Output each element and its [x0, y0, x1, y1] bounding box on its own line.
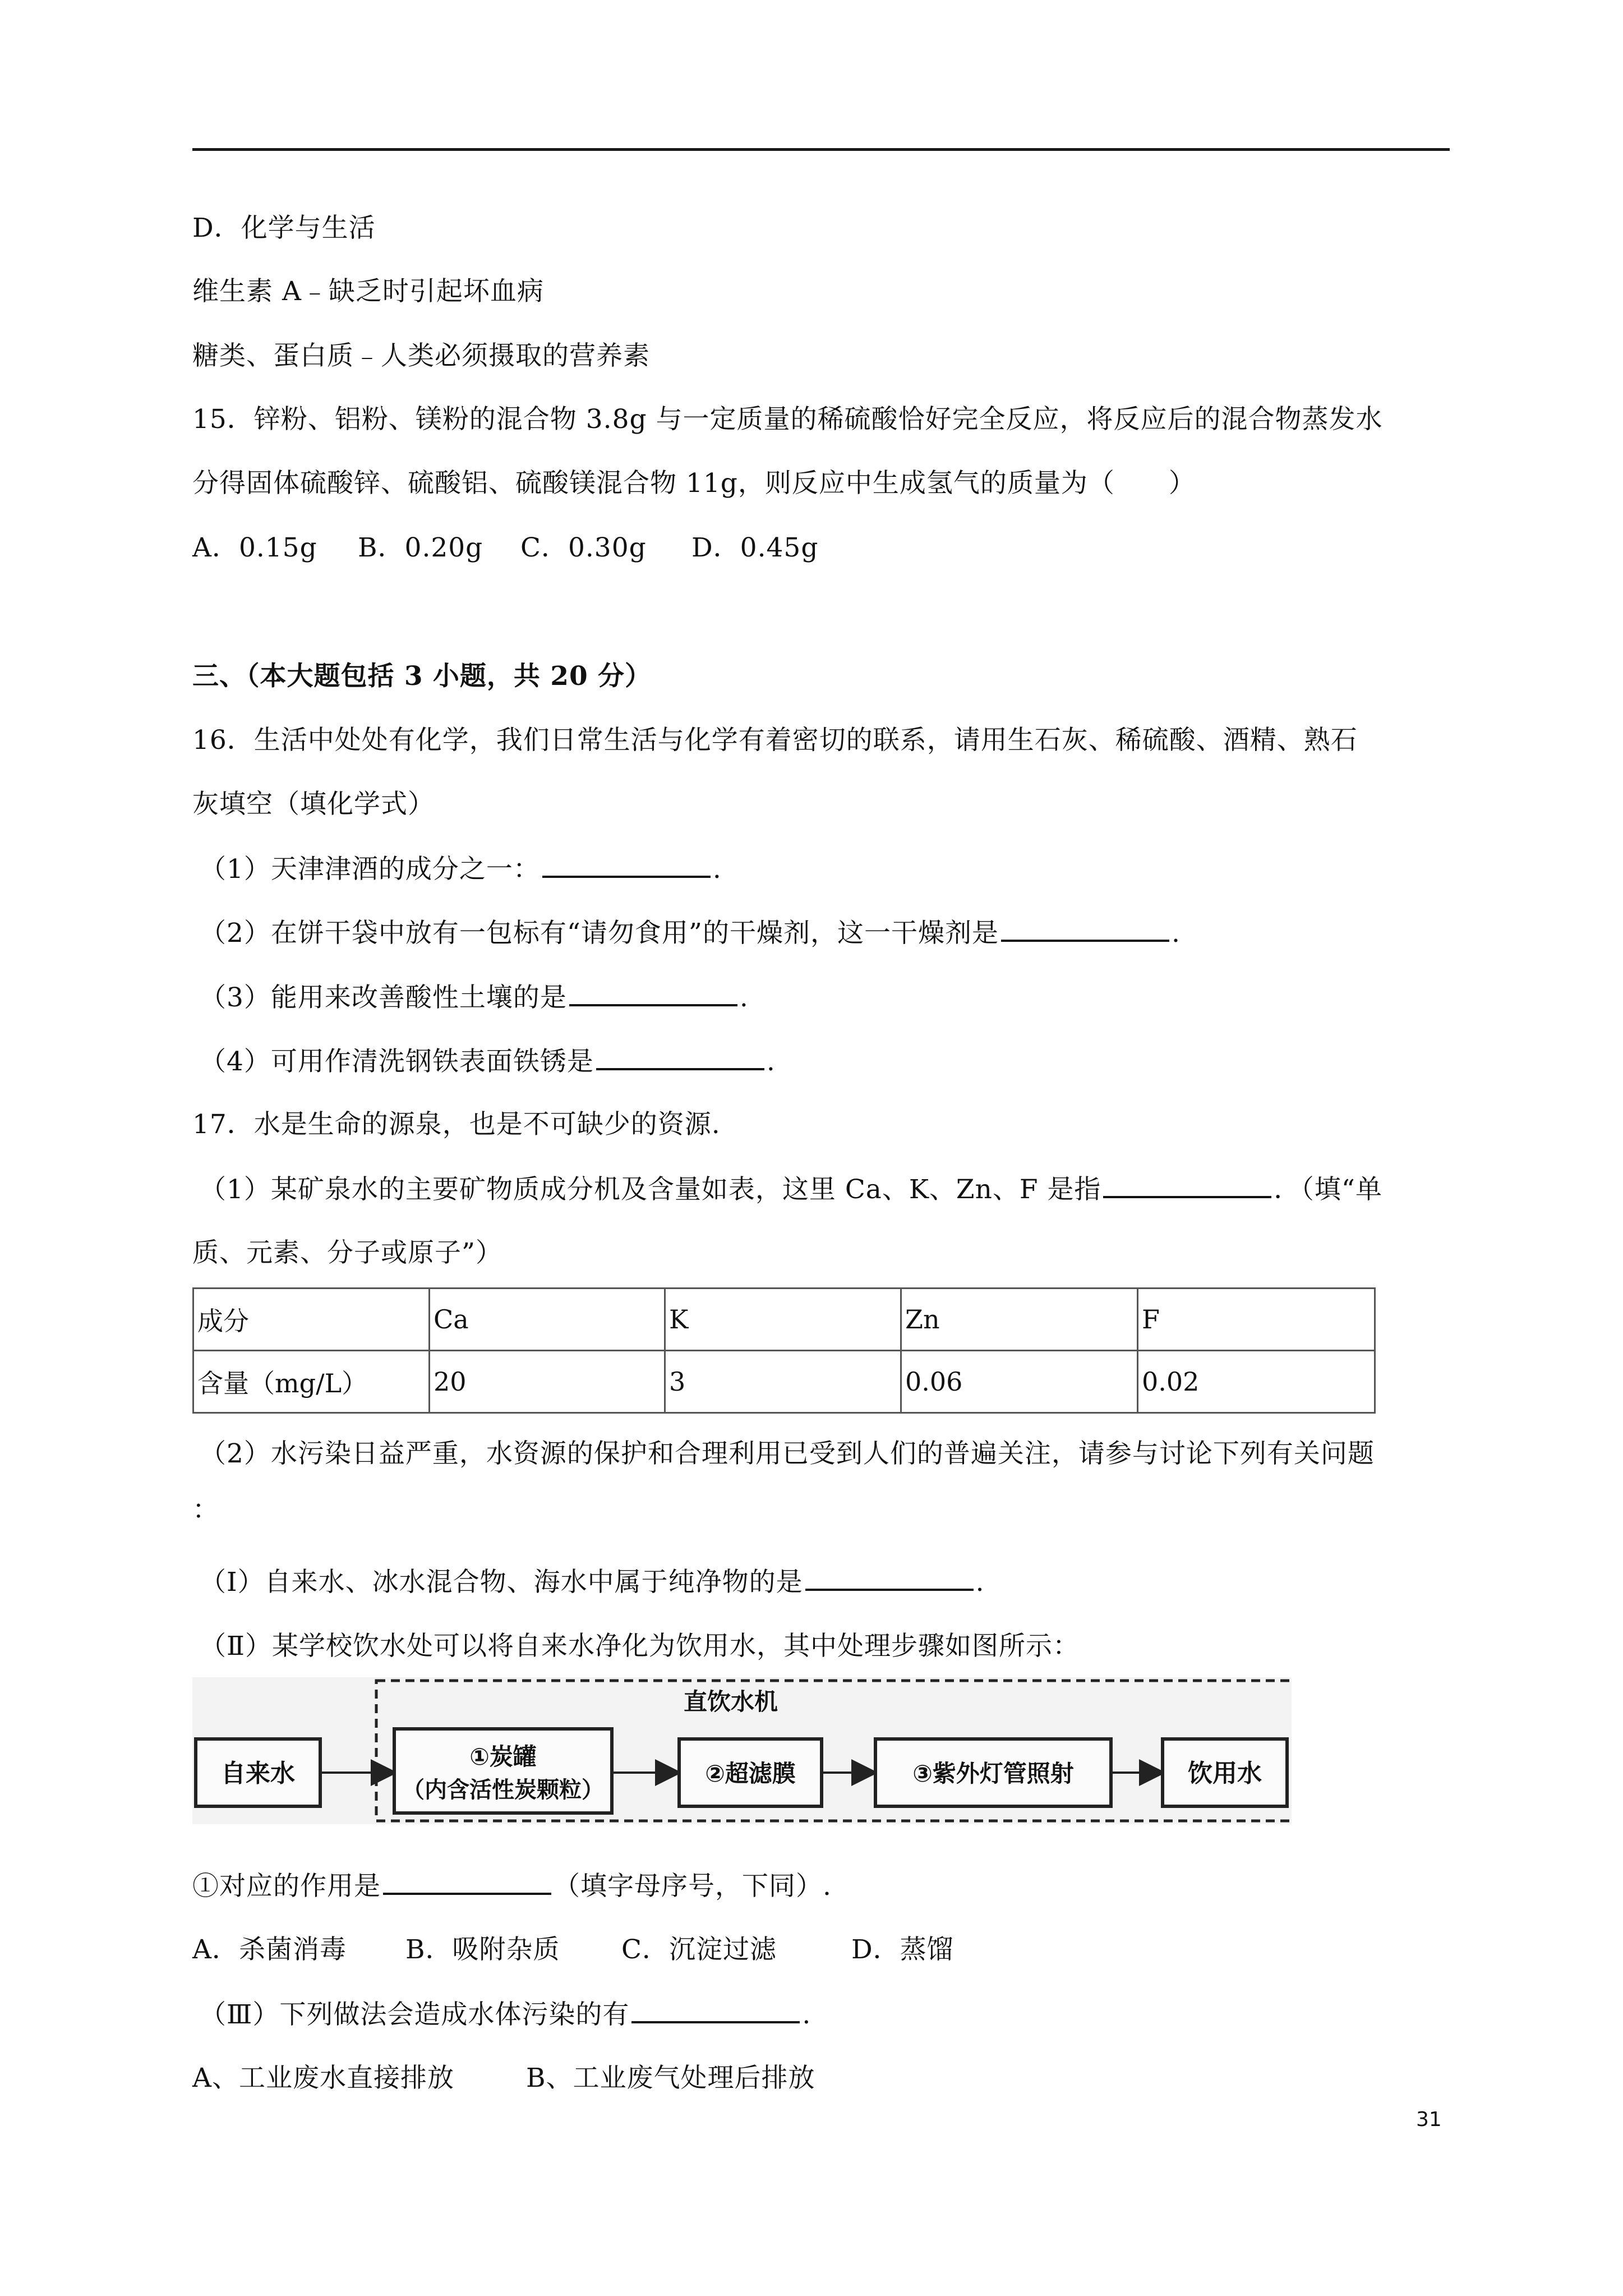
vitamin-line: 维生素 A﹣缺乏时引起坏血病 — [192, 276, 544, 307]
pollution-option-a[interactable]: A、工业废水直接排放 — [192, 2063, 454, 2093]
q15-options — [192, 530, 818, 566]
q16-sub1: （1）天津津酒的成分之一： . — [200, 851, 722, 887]
q17-part2: （Ⅱ）某学校饮水处可以将自来水净化为饮用水，其中处理步骤如图所示： — [200, 1631, 1080, 1662]
page-number: 31 — [1416, 2108, 1442, 2131]
q16-stem-line2: 灰填空（填化学式） — [192, 789, 435, 820]
table-row — [193, 1289, 1375, 1351]
q17-role-blank[interactable] — [383, 1868, 551, 1895]
role-option-a[interactable]: A．杀菌消毒 — [192, 1934, 347, 1965]
table-row — [193, 1351, 1375, 1413]
mineral-table — [192, 1287, 1376, 1414]
q17-stem: 17．水是生命的源泉，也是不可缺少的资源. — [192, 1109, 721, 1140]
table-cell: 20 — [430, 1351, 665, 1413]
step3-label: ③紫外灯管照射 — [912, 1760, 1074, 1787]
header-rule — [192, 148, 1450, 151]
q17-pollution-options — [192, 2060, 815, 2096]
machine-title: 直饮水机 — [683, 1688, 778, 1715]
output-label: 饮用水 — [1188, 1759, 1262, 1788]
pollution-option-b[interactable]: B、工业废气处理后排放 — [526, 2063, 815, 2093]
q17-sub2-line2: ： — [192, 1494, 219, 1525]
table-cell: 0.06 — [901, 1351, 1138, 1413]
table-cell: K — [665, 1289, 901, 1351]
table-cell: 3 — [665, 1351, 901, 1413]
role-option-c[interactable]: C．沉淀过滤 — [621, 1934, 777, 1965]
step2-label: ②超滤膜 — [705, 1760, 796, 1787]
q17-sub1-line2: 质、元素、分子或原子”） — [192, 1237, 503, 1268]
q15-option-b[interactable]: B．0.20g — [358, 532, 483, 563]
q16-sub4-text: （4）可用作清洗钢铁表面铁锈是 — [200, 1046, 594, 1077]
q16-sub4: （4）可用作清洗钢铁表面铁锈是 . — [200, 1043, 776, 1080]
q16-sub3-blank[interactable] — [569, 979, 737, 1006]
q15-option-a[interactable]: A．0.15g — [192, 532, 317, 563]
water-purification-diagram — [192, 1677, 1292, 1824]
q15-stem-line1: 15．锌粉、铝粉、镁粉的混合物 3.8g 与一定质量的稀硫酸恰好完全反应，将反应后的混合物蒸发水 — [192, 404, 1383, 435]
q17-role-options — [192, 1932, 954, 1968]
q15-option-c[interactable]: C．0.30g — [520, 532, 647, 563]
q16-sub3-text: （3）能用来改善酸性土壤的是 — [200, 982, 567, 1013]
q15-option-d[interactable]: D．0.45g — [691, 532, 819, 563]
q17-sub1-blank[interactable] — [1103, 1171, 1271, 1198]
table-cell: 0.02 — [1138, 1351, 1375, 1413]
q17-sub1-line1: （1）某矿泉水的主要矿物质成分机及含量如表，这里 Ca、K、Zn、F 是指 ．（填“单 — [200, 1171, 1382, 1208]
table-cell: F — [1138, 1289, 1375, 1351]
q16-sub1-text: （1）天津津酒的成分之一： — [200, 854, 540, 885]
q17-part1-blank[interactable] — [805, 1564, 974, 1591]
q17-sub2-line1: （2）水污染日益严重，水资源的保护和合理利用已受到人们的普遍关注，请参与讨论下列有关问题 — [200, 1438, 1375, 1469]
q16-sub1-blank[interactable] — [542, 851, 711, 878]
q17-part3: （Ⅲ）下列做法会造成水体污染的有 . — [200, 1996, 811, 2033]
q16-stem-line1: 16．生活中处处有化学，我们日常生活与化学有着密切的联系，请用生石灰、稀硫酸、酒精、熟石 — [192, 725, 1358, 756]
role-option-d[interactable]: D．蒸馏 — [851, 1934, 954, 1965]
q16-sub2-text: （2）在饼干袋中放有一包标有“请勿食用”的干燥剂，这一干燥剂是 — [200, 918, 999, 949]
q17-part1: （Ⅰ）自来水、冰水混合物、海水中属于纯净物的是 . — [200, 1564, 985, 1600]
q15-stem-line2: 分得固体硫酸锌、硫酸铝、硫酸镁混合物 11g，则反应中生成氢气的质量为（ ） — [192, 468, 1196, 499]
table-cell: Zn — [901, 1289, 1138, 1351]
q17-part3-blank[interactable] — [631, 1996, 800, 2023]
q16-sub4-blank[interactable] — [596, 1043, 764, 1070]
step1-label: ①炭罐 — [469, 1743, 537, 1770]
section-3-title: 三、（本大题包括 3 小题，共 20 分） — [192, 661, 652, 692]
q16-sub2: （2）在饼干袋中放有一包标有“请勿食用”的干燥剂，这一干燥剂是 . — [200, 915, 1181, 951]
q16-sub2-blank[interactable] — [1001, 915, 1169, 942]
option-d-title: D．化学与生活 — [192, 213, 376, 243]
q17-role-question: ①对应的作用是 （填字母序号，下同）. — [192, 1868, 832, 1904]
table-cell: 成分 — [193, 1289, 430, 1351]
input-label: 自来水 — [221, 1759, 295, 1788]
nutrient-line: 糖类、蛋白质﹣人类必须摄取的营养素 — [192, 341, 650, 371]
role-option-b[interactable]: B．吸附杂质 — [405, 1934, 560, 1965]
step1-sublabel: （内含活性炭颗粒） — [402, 1777, 604, 1803]
q16-sub3: （3）能用来改善酸性土壤的是 . — [200, 979, 749, 1016]
table-cell: Ca — [430, 1289, 665, 1351]
table-cell: 含量（mg/L） — [193, 1351, 430, 1413]
